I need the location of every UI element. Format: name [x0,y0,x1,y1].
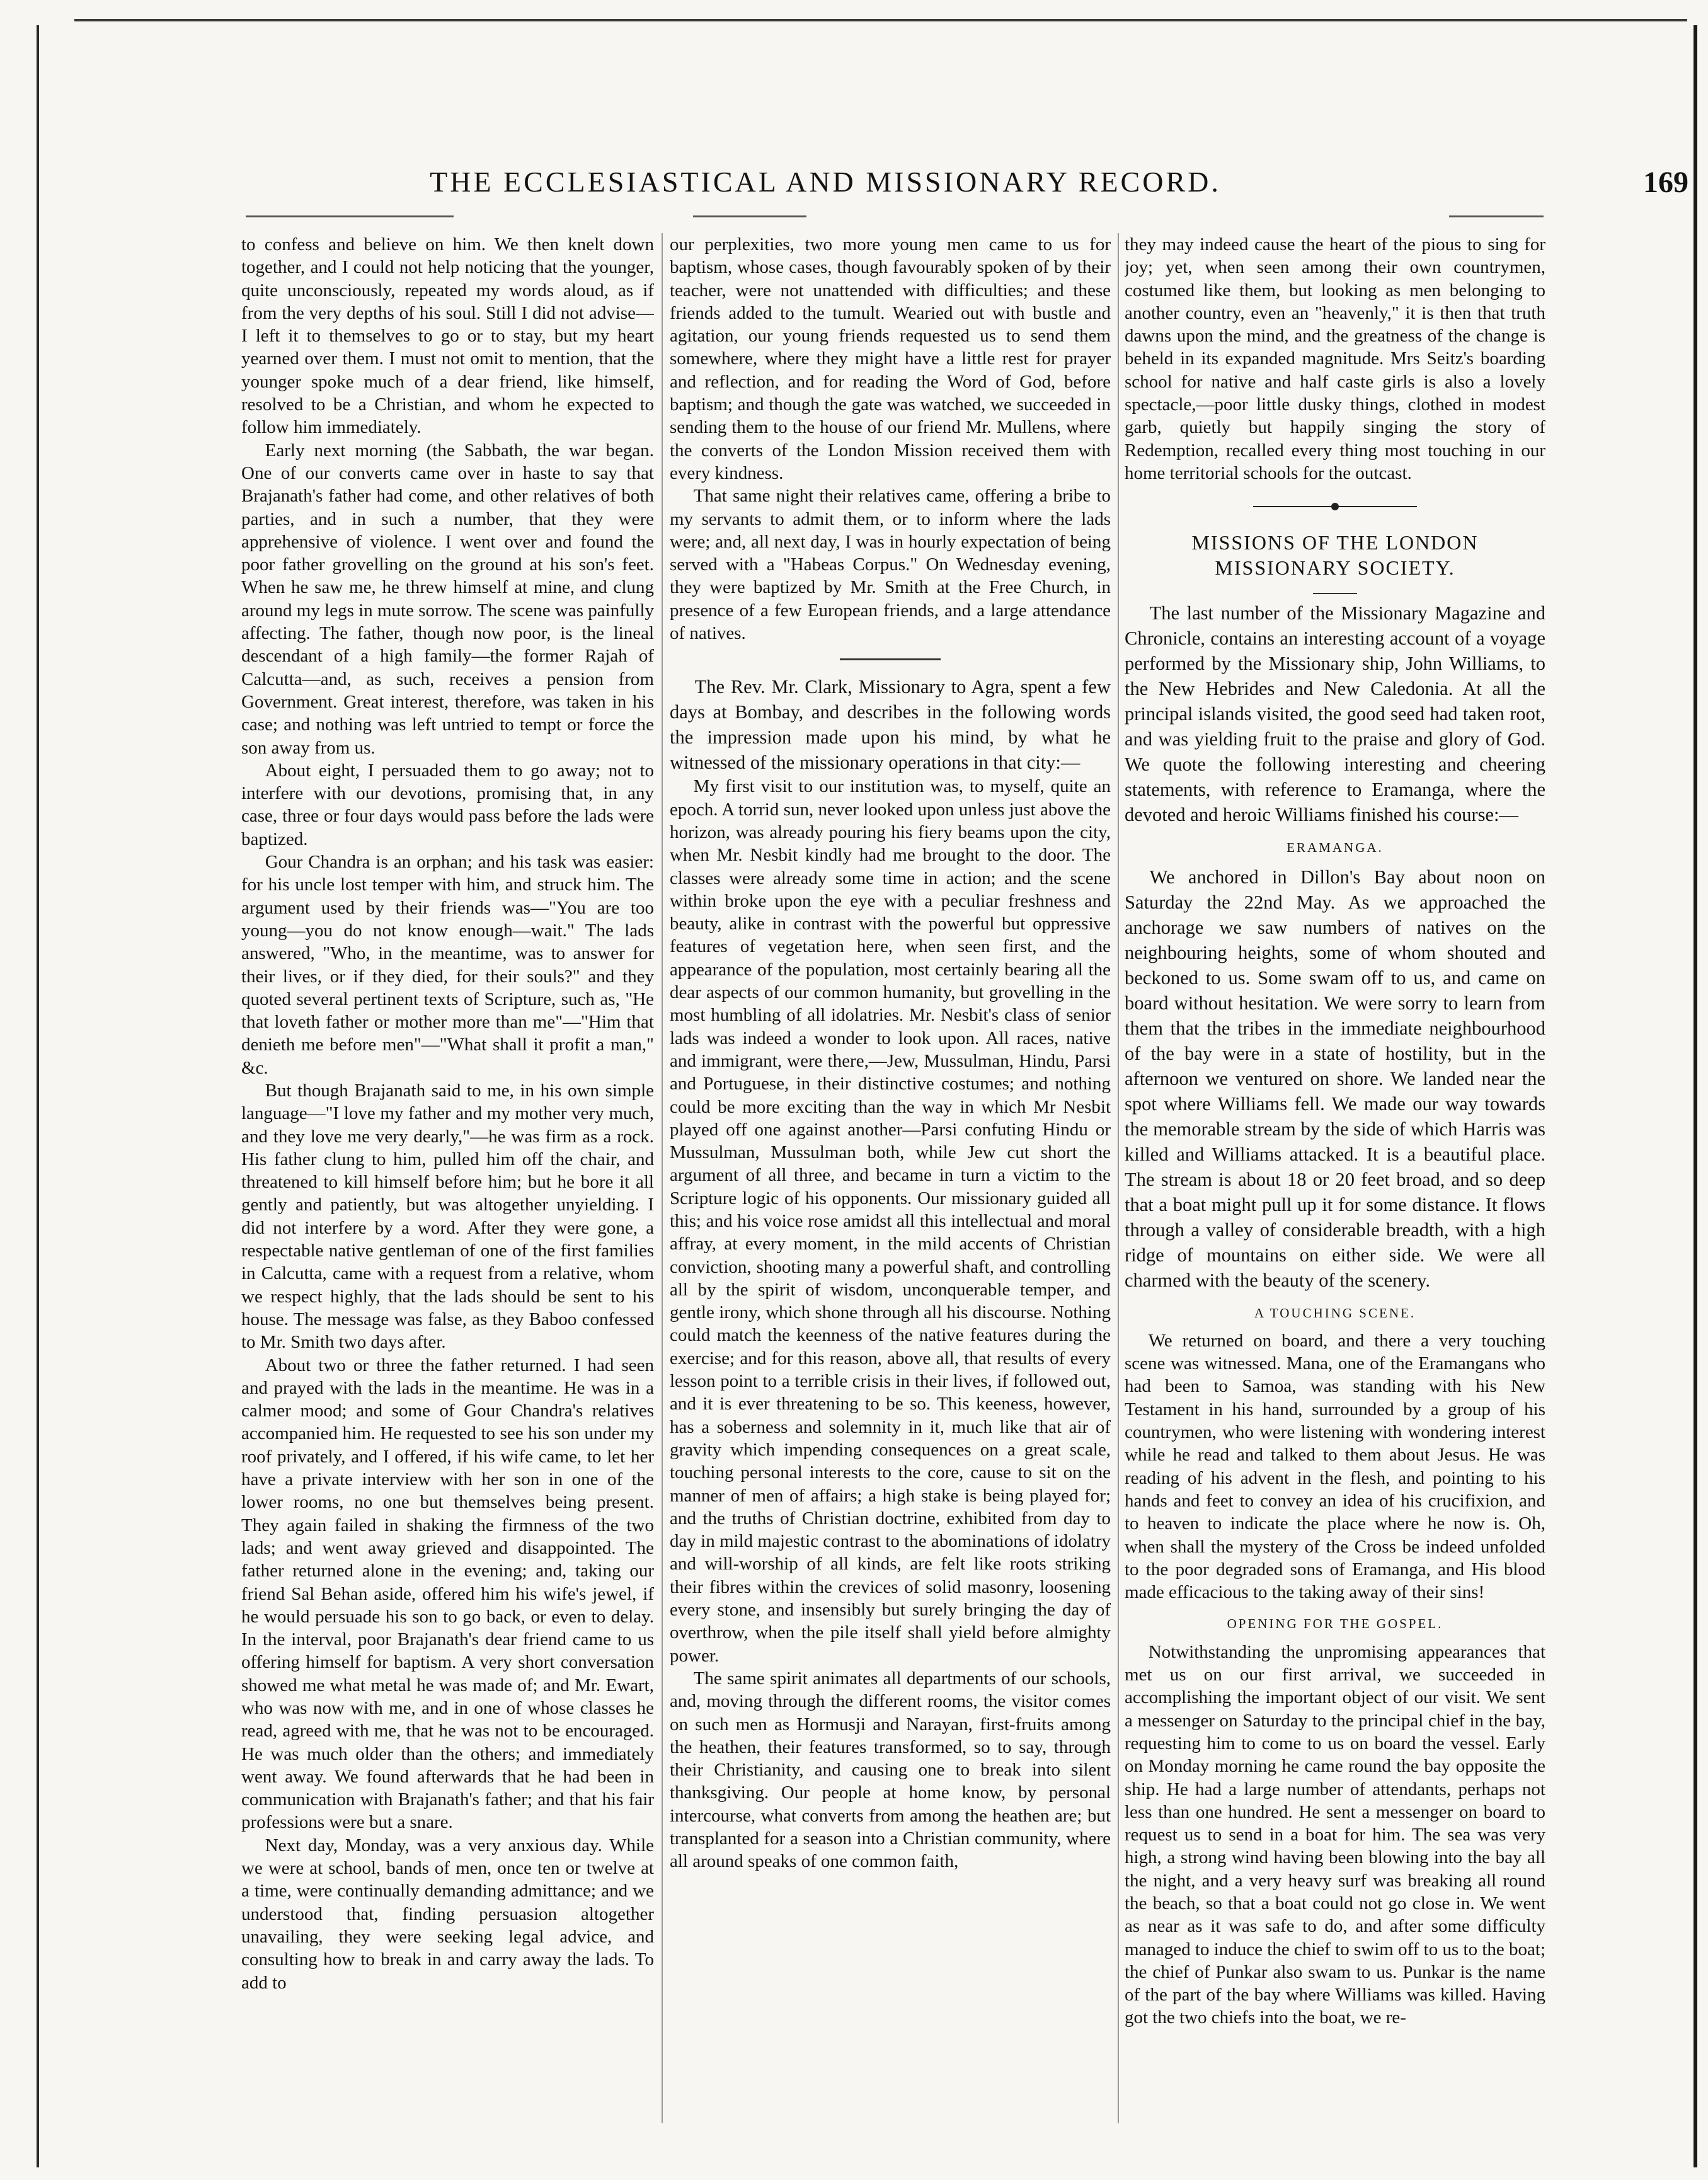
column-1-paragraph: But though Brajanath said to me, in his own simple language—"I love my father and my mother very much, and they love me very dearly,"—he was firm as a rock. His father clung to him, pulled him off the chair, and threatened to kill himself before him; but he bore it all gently and patiently, but was altogether unyielding. I did not interfere by a word. After they were gone, a respectable native gentleman of one of the first families in Calcutta, came with a request from a relative, whom we respect highly, that the lads should be sent to his house. The message was false, as they Baboo confessed to Mr. Smith two days after. [241,1080,654,1353]
header-rule-middle [693,215,806,217]
column-1-paragraph: About eight, I persuaded them to go away; not to interfere with our devotions, promising that, in any case, three or four days would pass before the lads were baptized. [241,760,654,849]
column-2-paragraph: our perplexities, two more young men came to us for baptism, whose cases, though favourably spoken of by their teacher, were not unattended with difficulties; and these friends added to the tumult. Wearied out with bustle and agitation, our young friends requested us to send them somewhere, where they might have a little rest for prayer and reflection, and for reading the Word of God, before baptism; and though the gate was watched, we succeeded in sending them to the house of our friend Mr. Mullens, where the converts of the London Mission received them with every kindness. [670,234,1111,483]
column-2-paragraph: The same spirit animates all departments of our schools, and, moving through the different rooms, the visitor comes on such men as Hormusji and Narayan, first-fruits among the heathen, their features transformed, so to say, through their Christianity, and causing one to break into silent thanksgiving. Our people at home know, by personal intercourse, what converts from among the heathen are; but transplanted for a season into a Christian community, where all around speaks of one common faith, [670,1668,1111,1872]
column-3-paragraph: they may indeed cause the heart of the pious to sing for joy; yet, when seen among their own countrymen, costumed like them, but looking as men belonging to another country, even an "heavenly," it is then that truth dawns upon the mind, and the greatness of the change is beheld in its expanded magnitude. Mrs Seitz's boarding school for native and half caste girls is also a lovely spectacle,—poor little dusky things, clothed in modest garb, quietly but happily singing the story of Redemption, recalled every thing most touching in our home territorial schools for the outcast. [1125,234,1545,483]
page-top-border [74,19,1687,21]
column-3-paragraph: We returned on board, and there a very touching scene was witnessed. Mana, one of the Eramangans who had been to Samoa, was standing with his New Testament in his hand, surrounded by a group of his countrymen, who were listening with wondering interest while he read and talked to them about Jesus. He was reading of his advent in the flesh, and pointing to his hands and feet to convey an idea of his crucifixion, and to heaven to indicate the place where he now is. Oh, when shall the mystery of the Cross be indeed unfolded to the poor degraded sons of Eramanga, and His blood made efficacious to the taking away of their sins! [1125,1330,1545,1603]
running-head-title: THE ECCLESIASTICAL AND MISSIONARY RECORD. [430,166,1221,198]
column-3 [1125,233,1545,2148]
subheading: ERAMANGA. [1287,840,1384,856]
column-1-paragraph: Early next morning (the Sabbath, the war began. One of our converts came over in haste to say that Brajanath's father had come, and other relatives of both parties, and in such a number, that they were apprehensive of violence. I went over and found the poor father grovelling on the ground at his son's feet. When he saw me, he threw himself at mine, and clung around my legs in mute sorrow. The scene was painfully affecting. The father, though now poor, is the lineal descendant of a high family—the former Rajah of Calcutta—and, as such, receives a pension from Government. Great interest, therefore, was taken in his case; and nothing was left untried to tempt or force the son away from us. [241,440,654,758]
column-2-paragraph: My first visit to our institution was, to myself, quite an epoch. A torrid sun, never looked upon unless just above the horizon, was already pouring his fiery beams upon the city, when Mr. Nesbit kindly had me brought to the door. The classes were already some time in action; and the scene within broke upon the eye with a peculiar freshness and beauty, alike in contrast with the powerful but oppressive features of vegetation here, when seen first, and the appearance of the population, most certainly bearing all the dear aspects of our common humanity, but grovelling in the most humbling of all idolatries. Mr. Nesbit's class of senior lads was indeed a wonder to look upon. All races, native and immigrant, were there,—Jew, Mussulman, Hindu, Parsi and Portuguese, in their distinctive costumes; and nothing could be more exciting than the way in which Mr Nesbit played off one against another—Parsi confuting Hindu or Mussulman, Mussulman both, while Jew cut short the argument of all three, and became in turn a victim to the Scripture logic of his opponents. Our missionary guided all this; and his voice rose amidst all this intellectual and moral affray, at every moment, in the mild accents of Christian conviction, shooting many a powerful shaft, and controlling all by the spirit of wisdom, unconquerable temper, and gentle irony, which shone through all his discourse. Nothing could match the keenness of the native features during the exercise; and for this reason, above all, that results of every lesson point to a terrible crisis in their lives, if followed out, and it is ever threatening to be so. This keeness, however, has a soberness and solemnity in it, much like that air of gravity which impending consequences on a great scale, touching personal interests to the core, cause to sit on the manner of men of affairs; a high stake is being played for; and the truths of Christian doctrine, exhibited from day to day in mild majestic contrast to the abominations of idolatry and will-worship of all kinds, are felt like roots striking their fibres within the crevices of solid masonry, loosening every stone, and insensibly but surely bringing the day of overthrow, when the pile itself shall yield before almighty power. [670,776,1111,1666]
column-1-paragraph: Next day, Monday, was a very anxious day. While we were at school, bands of men, once ten or twelve at a time, were continually demanding admittance; and we understood that, finding persuasion altogether unavailing, they were seeking legal advice, and consulting how to break in and carry away the lads. To add to [241,1835,654,1993]
section-separator [1313,593,1357,594]
column-2 [670,233,1111,2148]
ornamental-rule [1253,502,1417,511]
column-rule-2 [1118,233,1119,2123]
column-1-paragraph: About two or three the father returned. I had seen and prayed with the lads in the meantime. He was in a calmer mood; and some of Gour Chandra's relatives accompanied him. He requested to see his son under my roof privately, and I offered, if his wife came, to let her have a private interview with her son in one of the lower rooms, no one but themselves being present. They again failed in shaking the firmness of the two lads; and went away grieved and disappointed. The father returned alone in the evening; and, taking our friend Sal Behan aside, offered him his wife's jewel, if he would persuade his son to go back, or even to delay. In the interval, poor Brajanath's dear friend came to us offering himself for baptism. A very short conversation showed me what metal he was made of; and Mr. Ewart, who was now with me, and in one of whose classes he read, agreed with me, that he was not to be encouraged. He was much older than the others; and immediately went away. We found afterwards that he had been in communication with Brajanath's father; and that his fair professions were but a snare. [241,1355,654,1833]
subheading: OPENING FOR THE GOSPEL. [1227,1616,1443,1632]
column-1-paragraph: to confess and believe on him. We then knelt down together, and I could not help noticing that the younger, quite unconsciously, repeated my words aloud, as if from the very depths of his soul. Still I did not advise—I left it to themselves to go or to stay, but my heart yearned over them. I must not omit to mention, that the younger spoke much of a dear friend, like himself, resolved to be a Christian, and whom he expected to follow him immediately. [241,234,654,438]
column-1 [241,233,654,2148]
column-3-paragraph: Notwithstanding the unpromising appearances that met us on our first arrival, we succeeded in accomplishing the important object of our visit. We sent a messenger on Saturday to the principal chief in the bay, requesting him to come to us on board the vessel. Early on Monday morning he came round the bay opposite the ship. He had a large number of attendants, perhaps not less than one hundred. He sent a messenger on board to request us to send in a boat for him. The sea was very high, a strong wind having been blowing into the bay all the night, and a very heavy surf was breaking all round the beach, so that a boat could not go close in. We went as near as it was safe to do, and after some difficulty managed to induce the chief to swim off to us to the boat; the chief of Punkar also swam to us. Punkar is the name of the part of the bay where Williams was killed. Having got the two chiefs into the boat, we re- [1125,1641,1545,2028]
subheading: A TOUCHING SCENE. [1254,1305,1416,1321]
section-separator [840,658,941,660]
header-rule-left [246,215,454,217]
page-number: 169 [1643,166,1688,199]
page-left-border [37,25,39,2167]
page-right-border [1694,25,1697,2167]
section-title: MISSIONS OF THE LONDON MISSIONARY SOCIETY. [1191,531,1479,580]
column-2-intro-paragraph: The Rev. Mr. Clark, Missionary to Agra, spent a few days at Bombay, and describes in the following words the impression made upon his mind, by what he witnessed of the missionary operations in that city:— [670,676,1111,774]
header-rule-right [1449,215,1544,217]
column-3-lead-paragraph: The last number of the Missionary Magazine and Chronicle, contains an interesting account of a voyage performed by the Missionary ship, John Williams, to the New Hebrides and New Caledonia. At all the principal islands visited, the good seed had taken root, and was yielding fruit to the praise and glory of God. We quote the following interesting and cheering statements, with reference to Eramanga, where the devoted and heroic Williams finished his course:— [1125,602,1545,826]
column-1-paragraph: Gour Chandra is an orphan; and his task was easier: for his uncle lost temper with him, and struck him. The argument used by their friends was—"You are too young—you do not know enough—wait." The lads answered, "Who, in the meantime, was to answer for their lives, or if they died, for their souls?" and they quoted several pertinent texts of Scripture, such as, "He that loveth father or mother more than me"—"Him that denieth me before men"—"What shall it profit a man," &c. [241,852,654,1078]
column-3-paragraph: We anchored in Dillon's Bay about noon on Saturday the 22nd May. As we approached the anchorage we saw numbers of natives on the neighbouring heights, some of whom shouted and beckoned to us. Some swam off to us, and came on board without hesitation. We were sorry to learn from them that the tribes in the immediate neighbourhood of the bay were in a state of hostility, but in the afternoon we ventured on shore. We landed near the spot where Williams fell. We made our way towards the memorable stream by the side of which Harris was killed and Williams attacked. It is a beautiful place. The stream is about 18 or 20 feet broad, and so deep that a boat might pull up it for some distance. It flows through a valley of considerable breadth, with a high ridge of mountains on either side. We were all charmed with the beauty of the scenery. [1125,866,1545,1291]
column-rule-1 [662,233,663,2123]
column-2-paragraph: That same night their relatives came, offering a bribe to my servants to admit them, or to inform where the lads were; and, all next day, I was in hourly expectation of being served with a "Habeas Corpus." On Wednesday evening, they were baptized by Mr. Smith at the Free Church, in presence of a few European friends, and a large attendance of natives. [670,486,1111,644]
